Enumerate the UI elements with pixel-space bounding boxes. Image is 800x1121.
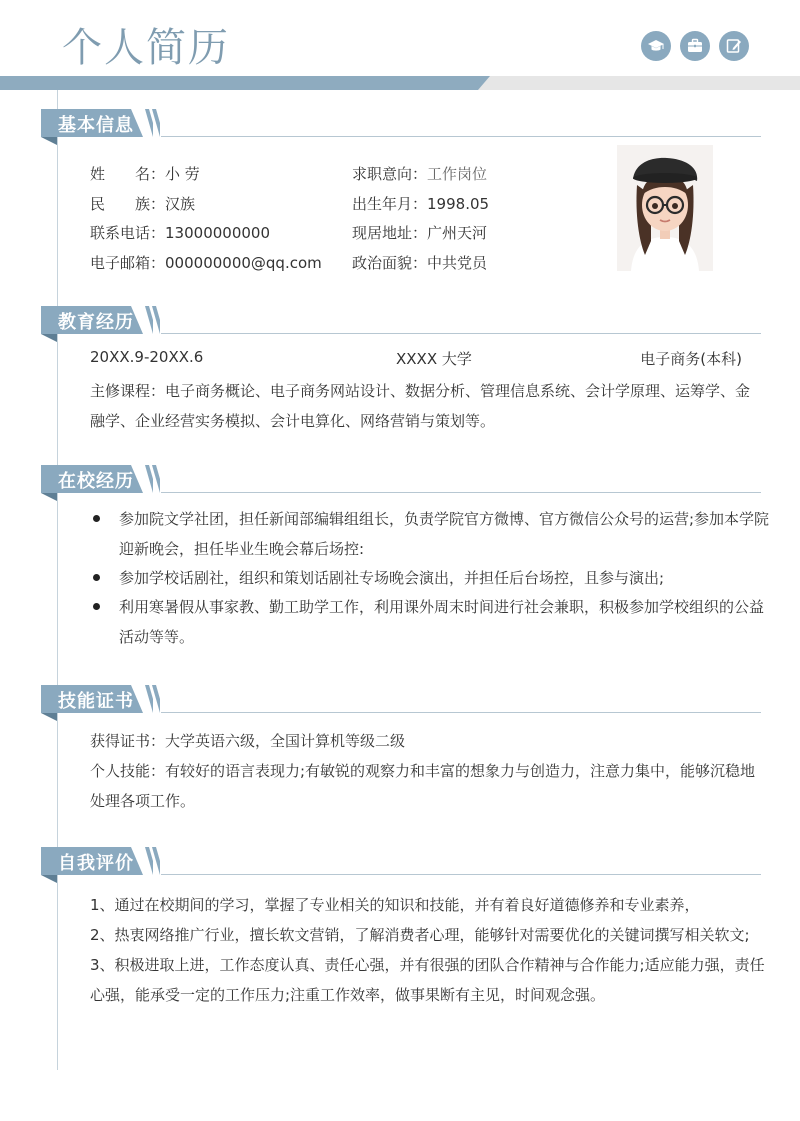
list-item: 参加院文学社团，担任新闻部编辑组组长，负责学院官方微博、官方微信公众号的运营;参加本学院 迎新晚会，担任毕业生晚会幕后场控: — [119, 510, 770, 558]
birth-label: 出生年月： — [352, 195, 428, 213]
section-title: 基本信息 — [58, 115, 134, 136]
section-campus-header — [41, 465, 761, 495]
phone-row — [90, 222, 270, 243]
ethnicity-row — [90, 193, 195, 214]
politics-row — [352, 252, 487, 273]
address-row — [352, 222, 487, 243]
list-item: 参加学校话剧社，组织和策划话剧社专场晚会演出，并担任后台场控，且参与演出; — [119, 569, 665, 587]
list-item: 利用寒暑假从事家教、勤工助学工作，利用课外周末时间进行社会兼职，积极参加学校组织的公益 活动等等。 — [119, 598, 765, 646]
graduation-cap-icon — [641, 31, 671, 61]
ethnicity-value: 汉族 — [165, 195, 196, 213]
section-title: 自我评价 — [58, 853, 134, 874]
birth-row — [352, 193, 489, 214]
briefcase-icon — [680, 31, 710, 61]
job-label: 求职意向： — [352, 165, 428, 183]
edit-icon — [719, 31, 749, 61]
name-label: 姓 名： — [90, 165, 166, 183]
profile-photo — [617, 145, 713, 271]
email-row — [90, 252, 322, 273]
section-self-eval-header — [41, 847, 761, 877]
name-value: 小 劳 — [165, 165, 200, 183]
education-courses: 主修课程：电子商务概论、电子商务网站设计、数据分析、管理信息系统、会计学原理、运筹学、金 融学、企业经营实务模拟、会计电算化、网络营销与策划等。 — [90, 382, 751, 430]
header-bar-light — [478, 76, 800, 90]
phone-label: 联系电话： — [90, 224, 166, 242]
phone-value: 13000000000 — [165, 224, 270, 242]
name-row — [90, 163, 200, 184]
header-bar-dark — [0, 76, 490, 90]
section-title: 教育经历 — [58, 312, 134, 333]
header-icons — [641, 31, 749, 61]
email-value: 000000000@qq.com — [165, 254, 322, 272]
address-value: 广州天河 — [427, 224, 488, 242]
section-basic-header — [41, 109, 761, 139]
cert-line: 获得证书：大学英语六级，全国计算机等级二级 — [90, 732, 406, 750]
ethnicity-label: 民 族： — [90, 195, 166, 213]
section-skills-header — [41, 685, 761, 715]
politics-label: 政治面貌： — [352, 254, 428, 272]
skill-line: 个人技能：有较好的语言表现力;有敏锐的观察力和丰富的想象力与创造力，注意力集中，能够沉稳地 — [90, 762, 756, 780]
page-title: 个人简历 — [62, 25, 230, 71]
education-period: 20XX.9-20XX.6 — [90, 348, 204, 366]
self-eval-content: 1、通过在校期间的学习，掌握了专业相关的知识和技能，并有着良好道德修养和专业素养， 2、热衷网络推广行业，擅长软文营销，了解消费者心理，能够针对需要优化的关键词撰写相关软文; 3、积极进取上进，工作态度认真、责任心强，并有很强的团队合作精神与合作能力;适应能力强，责任 心强，能承受一定的工作压力;注重工作效率，做事果断有主见，时间观念强。 — [90, 896, 765, 1004]
birth-value: 1998.05 — [427, 195, 490, 213]
bullet-dot — [93, 574, 100, 581]
job-value: 工作岗位 — [427, 165, 488, 183]
email-label: 电子邮箱： — [90, 254, 166, 272]
section-title: 技能证书 — [58, 691, 134, 712]
address-label: 现居地址： — [352, 224, 428, 242]
skills-content: 获得证书：大学英语六级，全国计算机等级二级 个人技能：有较好的语言表现力;有敏锐的观察力和丰富的想象力与创造力，注意力集中，能够沉稳地 处理各项工作。 — [90, 726, 755, 816]
timeline-line — [57, 90, 58, 1070]
education-major: 电子商务(本科) — [640, 350, 742, 368]
education-school: XXXX 大学 — [396, 350, 472, 368]
section-title: 在校经历 — [58, 471, 134, 492]
politics-value: 中共党员 — [427, 254, 488, 272]
job-row — [352, 163, 487, 184]
bullet-dot — [93, 515, 100, 522]
bullet-dot — [93, 603, 100, 610]
section-education-header — [41, 306, 761, 336]
